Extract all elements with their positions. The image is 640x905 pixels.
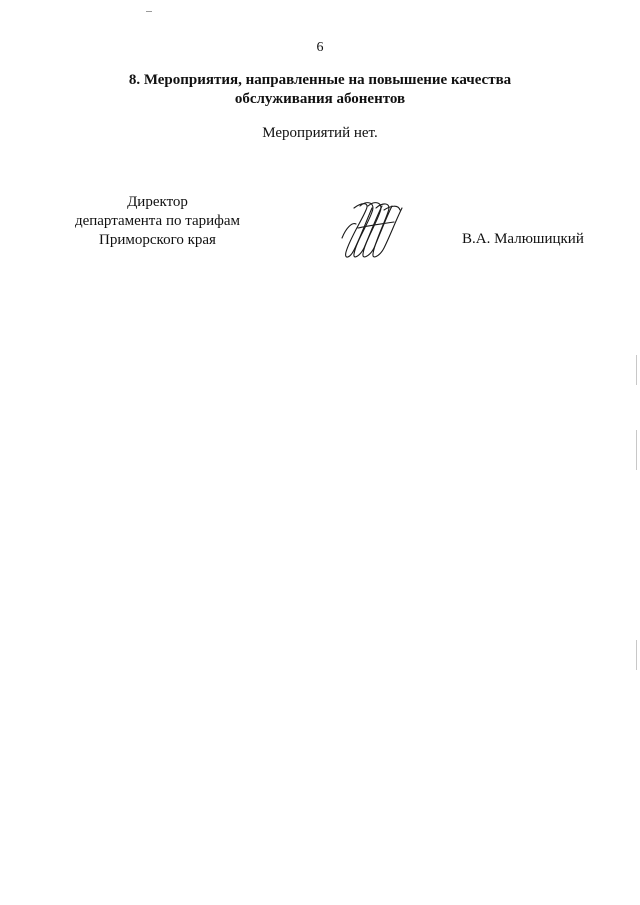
section-body-text: Мероприятий нет. <box>262 125 378 141</box>
section-heading-line-2: обслуживания абонентов <box>234 91 406 107</box>
scan-artifact <box>636 430 637 470</box>
section-heading <box>0 71 640 109</box>
signer-position-line-2: департамента по тарифам <box>74 213 241 229</box>
scan-artifact <box>636 640 637 670</box>
signer-position-line-1: Директор <box>127 194 188 210</box>
signer-position <box>55 193 260 250</box>
signer-position-line-3: Приморского края <box>99 232 216 248</box>
page-number: 6 <box>316 40 324 55</box>
scan-artifact <box>636 355 637 385</box>
section-heading-line-1: 8. Мероприятия, направленные на повышение качества <box>128 72 512 88</box>
signer-name: В.А. Малюшицкий <box>462 231 584 247</box>
handwritten-signature-icon <box>336 198 408 262</box>
scan-artifact <box>146 11 152 12</box>
